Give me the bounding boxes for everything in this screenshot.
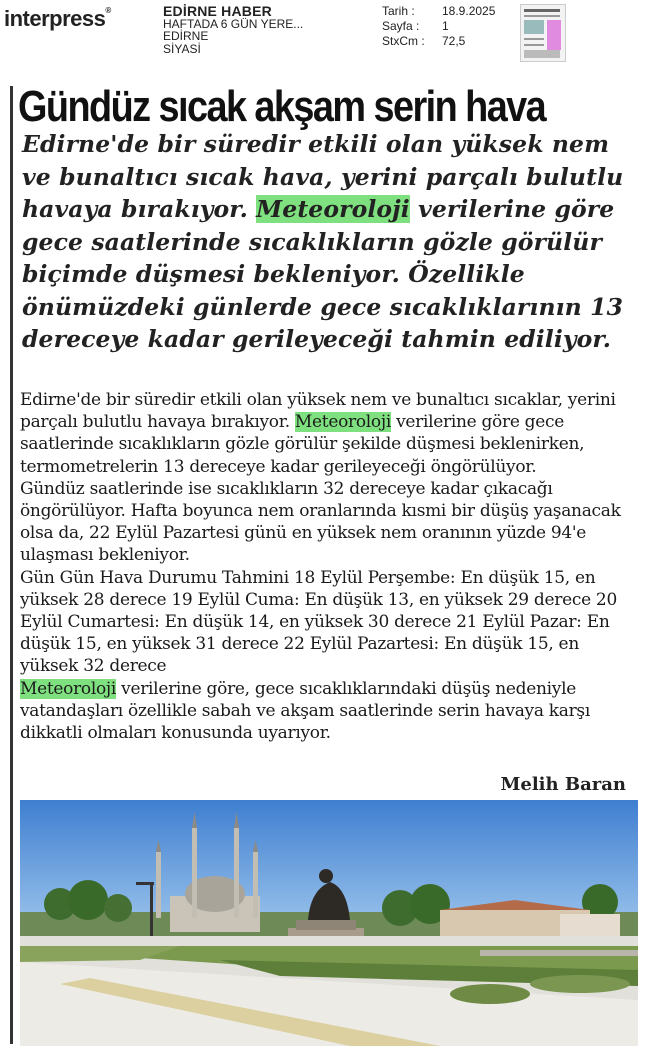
interpress-logo: interpress®	[4, 6, 111, 31]
author-byline: Melih Baran	[500, 774, 626, 795]
article-body	[20, 389, 640, 744]
publication-city: EDİRNE	[163, 29, 209, 43]
body-paragraph: Meteoroloji verilerine göre, gece sıcaklıklarındaki düşüş nedeniyle vatandaşları özellikle sabah ve akşam saatlerinde serin havaya karşı dikkatli olmaları konusunda uyarıyor.	[20, 678, 590, 744]
publication-section: SİYASİ	[163, 41, 201, 56]
article-photo	[20, 800, 638, 1046]
keyword-highlight: Meteoroloji	[256, 195, 410, 223]
publication-frequency: HAFTADA 6 GÜN YERE...	[163, 16, 304, 31]
meta-date: Tarih : 18.9.2025	[382, 4, 496, 18]
keyword-highlight: Meteoroloji	[20, 678, 117, 699]
keyword-highlight: Meteoroloji	[294, 412, 391, 433]
headline: Gündüz sıcak akşam serin hava	[18, 82, 546, 131]
publication-name: EDİRNE HABER	[163, 3, 272, 19]
body-paragraph: Gündüz saatlerinde ise sıcaklıkların 32 dereceye kadar çıkacağı öngörülüyor. Hafta boyunca nem oranlarında kısmi bir düşüş yaşanacak olsa da, 22 Eylül Pazartesi günü en yüksek nem oranının yüzde 94'e ulaşması bekleniyor.	[20, 478, 621, 566]
meta-page: Sayfa : 1	[382, 19, 449, 33]
meta-stxcm: StxCm : 72,5	[382, 34, 466, 48]
lead-paragraph: Edirne'de bir süredir etkili olan yüksek nem ve bunaltıcı sıcak hava, yerini parçalı bulutlu havaya bırakıyor. Meteoroloji verilerine göre gece saatlerinde sıcaklıkların gözle görülür biçimde düşmesi bekleniyor. Özellikle önümüzdeki günlerde gece sıcaklıklarının 13 dereceye kadar gerileyeceği tahmin ediliyor.	[22, 130, 624, 353]
column-rule	[10, 86, 13, 1044]
body-paragraph: Edirne'de bir süredir etkili olan yüksek nem ve bunaltıcı sıcaklar, yerini parçalı bulutlu havaya bırakıyor. Meteoroloji verilerine göre gece saatlerinde sıcaklıkların gözle görülür şekilde düşmesi beklenirken, termometrelerin 13 dereceye kadar gerileyeceği öngörülüyor.	[20, 390, 616, 477]
body-paragraph: Gün Gün Hava Durumu Tahmini 18 Eylül Perşembe: En düşük 15, en yüksek 28 derece 19 Eylül Cuma: En düşük 13, en yüksek 29 derece 20 Eylül Cumartesi: En düşük 14, en yüksek 30 derece 21 Eylül Pazar: En düşük 15, en yüksek 31 derece 22 Eylül Pazartesi: En düşük 15, en yüksek 32 derece	[20, 567, 617, 677]
